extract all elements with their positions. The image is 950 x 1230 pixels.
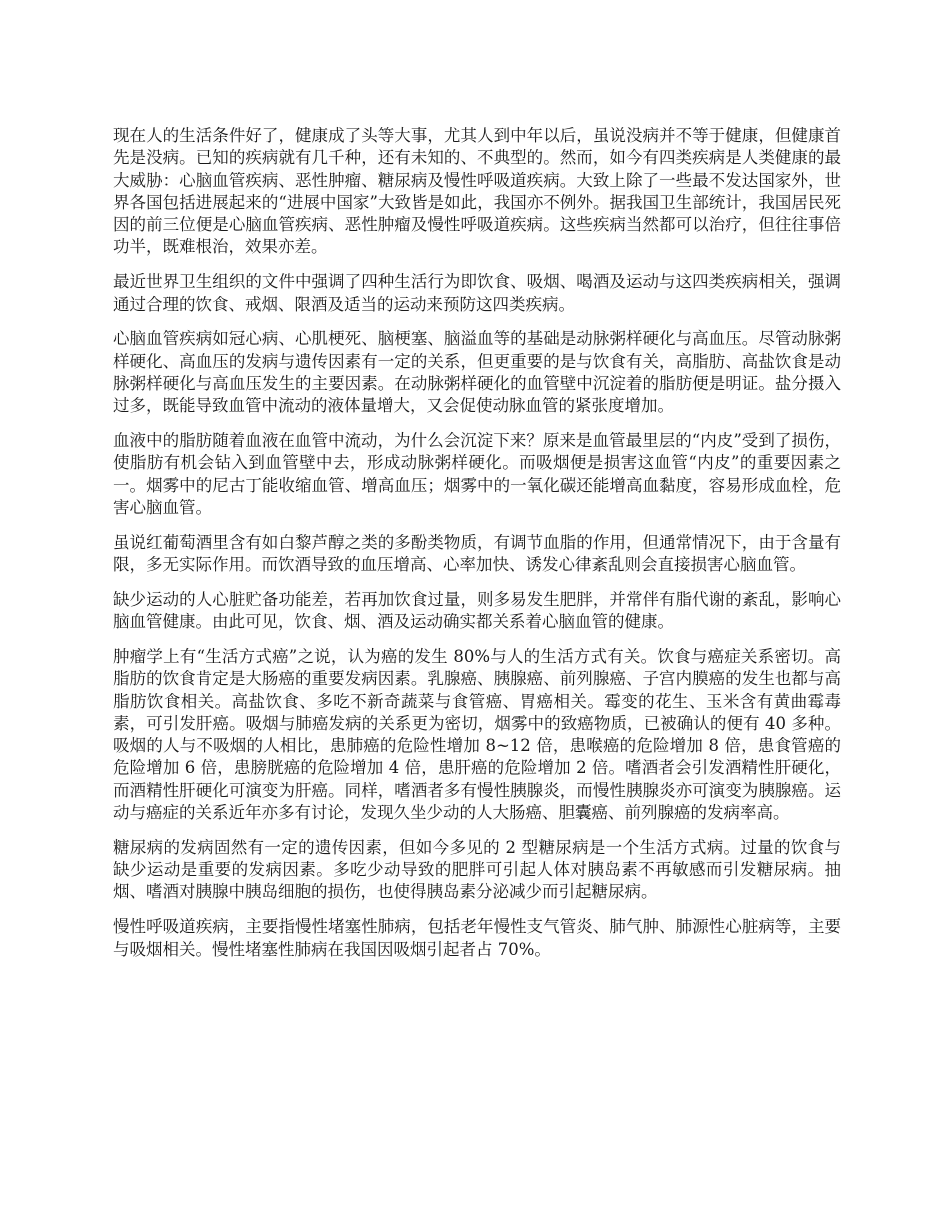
- paragraph: 慢性呼吸道疾病，主要指慢性堵塞性肺病，包括老年慢性支气管炎、肺气肿、肺源性心脏病等，主要与吸烟相关。慢性堵塞性肺病在我国因吸烟引起者占 70%。: [113, 917, 841, 959]
- paragraph: 现在人的生活条件好了，健康成了头等大事，尤其人到中年以后，虽说没病并不等于健康，但健康首先是没病。已知的疾病就有几千种，还有未知的、不典型的。然而，如今有四类疾病是人类健康的最大威胁：心脑血管疾病、恶性肿瘤、糖尿病及慢性呼吸道疾病。大致上除了一些最不发达国家外，世界各国包括进展起来的“进展中国家”大致皆是如此，我国亦不例外。据我国卫生部统计，我国居民死因的前三位便是心脑血管疾病、恶性肿瘤及慢性呼吸道疾病。这些疾病当然都可以治疗，但往往事倍功半，既难根治，效果亦差。: [113, 126, 841, 257]
- paragraph: 血液中的脂肪随着血液在血管中流动，为什么会沉淀下来？原来是血管最里层的“内皮”受到了损伤，使脂肪有机会钻入到血管壁中去，形成动脉粥样硬化。而吸烟便是损害这血管“内皮”的重要因素之一。烟雾中的尼古丁能收缩血管、增高血压；烟雾中的一氧化碳还能增高血黏度，容易形成血栓，危害心脑血管。: [113, 431, 841, 517]
- paragraph: 心脑血管疾病如冠心病、心肌梗死、脑梗塞、脑溢血等的基础是动脉粥样硬化与高血压。尽管动脉粥样硬化、高血压的发病与遗传因素有一定的关系，但更重要的是与饮食有关，高脂肪、高盐饮食是动脉粥样硬化与高血压发生的主要因素。在动脉粥样硬化的血管壁中沉淀着的脂肪便是明证。盐分摄入过多，既能导致血管中流动的液体量增大，又会促使动脉血管的紧张度增加。: [113, 329, 841, 416]
- paragraph: 最近世界卫生组织的文件中强调了四种生活行为即饮食、吸烟、喝酒及运动与这四类疾病相关，强调通过合理的饮食、戒烟、限酒及适当的运动来预防这四类疾病。: [113, 272, 841, 314]
- paragraph: 肿瘤学上有“生活方式癌”之说，认为癌的发生 80%与人的生活方式有关。饮食与癌症关系密切。高脂肪的饮食肯定是大肠癌的重要发病因素。乳腺癌、胰腺癌、前列腺癌、子宫内膜癌的发生也都与高脂肪饮食相关。高盐饮食、多吃不新奇蔬菜与食管癌、胃癌相关。霉变的花生、玉米含有黄曲霉毒素，可引发肝癌。吸烟与肺癌发病的关系更为密切，烟雾中的致癌物质，已被确认的便有 40 多种。吸烟的人与不吸烟的人相比，患肺癌的危险性增加 8~12 倍，患喉癌的危险增加 8 倍，患食管癌的危险增加 6 倍，患膀胱癌的危险增加 4 倍，患肝癌的危险增加 2 倍。嗜酒者会引发酒精性肝硬化，而酒精性肝硬化可演变为肝癌。同样，嗜酒者多有慢性胰腺炎，而慢性胰腺炎亦可演变为胰腺癌。运动与癌症的关系近年亦多有讨论，发现久坐少动的人大肠癌、胆囊癌、前列腺癌的发病率高。: [113, 646, 841, 823]
- paragraph: 虽说红葡萄酒里含有如白黎芦醇之类的多酚类物质，有调节血脂的作用，但通常情况下，由于含量有限，多无实际作用。而饮酒导致的血压增高、心率加快、诱发心律紊乱则会直接损害心脑血管。: [113, 532, 841, 575]
- paragraph: 糖尿病的发病固然有一定的遗传因素，但如今多见的 2 型糖尿病是一个生活方式病。过量的饮食与缺少运动是重要的发病因素。多吃少动导致的肥胖可引起人体对胰岛素不再敏感而引发糖尿病。抽烟、嗜酒对胰腺中胰岛细胞的损伤，也使得胰岛素分泌减少而引起糖尿病。: [113, 837, 841, 902]
- document-page: [113, 125, 841, 973]
- paragraph: 缺少运动的人心脏贮备功能差，若再加饮食过量，则多易发生肥胖，并常伴有脂代谢的紊乱，影响心脑血管健康。由此可见，饮食、烟、酒及运动确实都关系着心脑血管的健康。: [113, 589, 841, 632]
